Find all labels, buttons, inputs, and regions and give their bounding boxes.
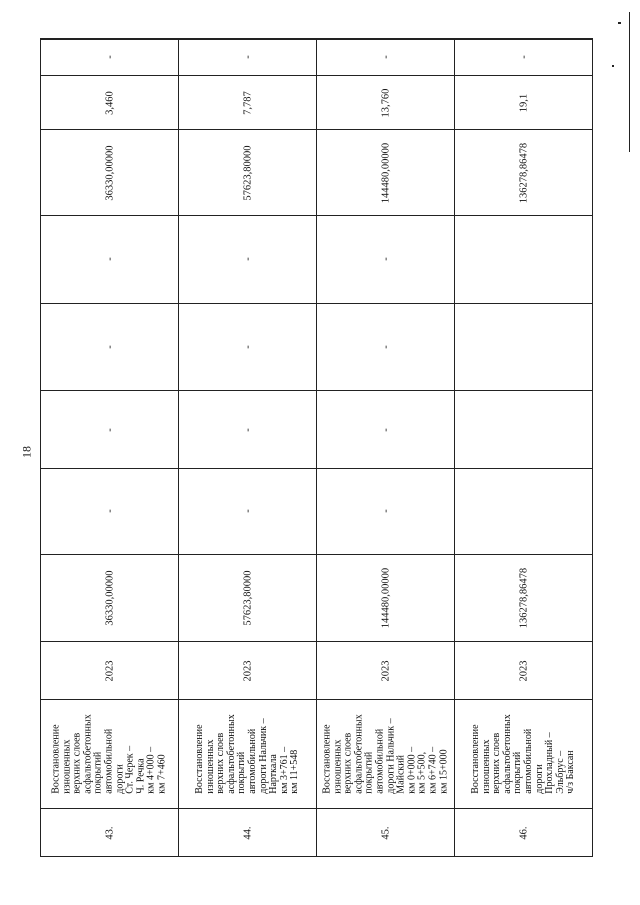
funding-b-cell-text: - <box>242 427 253 432</box>
amount-cell <box>41 130 178 216</box>
description-line: автомобильной <box>522 729 534 795</box>
start-year-cell <box>41 642 178 700</box>
description-line: автомобильной <box>246 729 258 795</box>
funding-c-cell <box>41 304 178 392</box>
amount-cell <box>455 130 592 216</box>
description-line: км 7+460 <box>156 754 168 795</box>
description-line: Прохладный – <box>543 732 555 795</box>
description-cell <box>455 700 592 809</box>
extra-cell-text: - <box>242 55 253 60</box>
total-cost-cell <box>179 555 316 643</box>
description-line: изношенных <box>204 739 216 795</box>
total-cost-cell <box>317 555 454 643</box>
amount-cell <box>317 130 454 216</box>
description-line: автомобильной <box>103 729 115 795</box>
total-cost-cell <box>455 555 592 643</box>
row-number-text: 45. <box>380 826 391 840</box>
page-number: 18 <box>19 446 34 458</box>
amount-cell-text: 57623,80000 <box>242 145 253 201</box>
funding-c-cell <box>317 304 454 392</box>
end-year-cell <box>179 39 316 40</box>
funding-b-cell-text: - <box>104 427 115 432</box>
funding-b-cell-text: - <box>380 427 391 432</box>
end-year-cell <box>41 39 178 40</box>
description-cell <box>179 700 316 809</box>
funding-c-cell <box>179 304 316 392</box>
description-line: изношенных <box>480 739 492 795</box>
funding-d-cell <box>179 216 316 304</box>
funding-a-cell <box>455 469 592 555</box>
description-line: верхних слоев <box>214 733 226 795</box>
funding-b-cell <box>455 391 592 469</box>
funding-c-cell <box>455 304 592 392</box>
description-line: изношенных <box>331 739 343 795</box>
length-km-cell-text: 19,1 <box>518 93 529 112</box>
scan-dot <box>612 65 614 67</box>
total-cost-cell-text: 144480,00000 <box>380 567 391 628</box>
row-number-text: 46. <box>518 826 529 840</box>
description-line: Восстановление <box>193 724 205 795</box>
description-line: асфальтобетонных <box>501 714 513 795</box>
end-year-cell-text <box>242 39 253 40</box>
end-year-cell <box>455 39 592 40</box>
description-line: асфальтобетонных <box>82 714 94 795</box>
funding-d-cell-text: - <box>380 257 391 262</box>
length-km-cell-text: 13,760 <box>380 88 391 118</box>
funding-a-cell <box>41 469 178 555</box>
total-cost-cell-text: 136278,86478 <box>518 567 529 628</box>
length-km-cell-text: 7,787 <box>242 90 253 115</box>
funding-d-cell <box>317 216 454 304</box>
description-line: Восстановление <box>50 724 62 795</box>
description-line: верхних слоев <box>342 733 354 795</box>
extra-cell <box>41 40 178 76</box>
description-line: Ст. Черек – <box>124 746 136 795</box>
description-line: Нарткала <box>267 754 279 795</box>
extra-cell <box>317 40 454 76</box>
description-line: дороги Нальчик – <box>257 718 269 795</box>
amount-cell-text: 136278,86478 <box>518 142 529 203</box>
description-line: км 4+000 – <box>145 747 157 795</box>
description-line: Эльбрус – <box>554 751 566 795</box>
funding-b-cell <box>317 391 454 469</box>
funding-c-cell-text: - <box>104 345 115 349</box>
start-year-cell-text: 2023 <box>104 660 115 682</box>
row-number-text: 44. <box>242 826 253 840</box>
extra-cell-text: - <box>380 55 391 60</box>
length-km-cell-text: 3,460 <box>104 90 115 115</box>
funding-a-cell <box>317 469 454 555</box>
amount-cell-text: 36330,00000 <box>104 145 115 201</box>
description-line: Восстановление <box>320 724 332 795</box>
description-line: верхних слоев <box>71 733 83 795</box>
extra-cell <box>179 40 316 76</box>
description-cell <box>41 700 178 809</box>
description-line: покрытий <box>235 752 247 795</box>
row-number <box>455 809 592 856</box>
description-line: км 3+761 – <box>278 747 290 795</box>
funding-a-cell <box>179 469 316 555</box>
funding-c-cell-text: - <box>380 345 391 349</box>
end-year-cell-text <box>518 39 529 40</box>
start-year-cell-text: 2023 <box>380 660 391 682</box>
description-line: асфальтобетонных <box>225 714 237 795</box>
start-year-cell-text: 2023 <box>518 660 529 682</box>
description-line: автомобильной <box>373 729 385 795</box>
row-number-text: 43. <box>104 826 115 840</box>
description-line: Майский <box>395 755 407 795</box>
funding-b-cell <box>41 391 178 469</box>
description-cell <box>317 700 454 809</box>
length-km-cell <box>41 76 178 130</box>
description-line: покрытий <box>511 752 523 795</box>
start-year-cell <box>455 642 592 700</box>
description-line: дороги <box>113 764 125 795</box>
description-line: дороги Нальчик – <box>384 718 396 795</box>
description-line: покрытий <box>92 752 104 795</box>
extra-cell-text: - <box>104 55 115 60</box>
description-line: изношенных <box>60 739 72 795</box>
description-line: км 11+548 <box>288 750 300 795</box>
amount-cell-text: 144480,00000 <box>380 142 391 203</box>
data-table <box>40 38 593 857</box>
funding-b-cell <box>179 391 316 469</box>
extra-cell <box>455 40 592 76</box>
scan-dot <box>618 22 621 24</box>
end-year-cell <box>317 39 454 40</box>
funding-a-cell-text: - <box>104 509 115 513</box>
description-line: покрытий <box>363 752 375 795</box>
end-year-cell-text <box>380 39 391 40</box>
description-line: асфальтобетонных <box>352 714 364 795</box>
total-cost-cell-text: 57623,80000 <box>242 570 253 626</box>
length-km-cell <box>179 76 316 130</box>
description-line: км 0+000 – <box>405 747 417 795</box>
length-km-cell <box>317 76 454 130</box>
funding-c-cell-text: - <box>242 345 253 349</box>
row-number <box>179 809 316 856</box>
table-row <box>41 39 179 856</box>
description-line: ч/з Баксан <box>564 750 576 795</box>
funding-a-cell-text: - <box>242 509 253 513</box>
row-number <box>317 809 454 856</box>
start-year-cell <box>179 642 316 700</box>
description-line: верхних слоев <box>490 733 502 795</box>
funding-d-cell <box>455 216 592 304</box>
funding-a-cell-text: - <box>380 509 391 513</box>
length-km-cell <box>455 76 592 130</box>
amount-cell <box>179 130 316 216</box>
description-line: км 5+500, <box>416 752 428 795</box>
description-line: км 6+740 – <box>426 747 438 795</box>
total-cost-cell <box>41 555 178 643</box>
edge-line <box>629 12 630 152</box>
description-line: Восстановление <box>469 724 481 795</box>
table-row <box>317 39 455 856</box>
funding-d-cell <box>41 216 178 304</box>
total-cost-cell-text: 36330,00000 <box>104 570 115 626</box>
description-line: Ч. Речка <box>134 758 146 795</box>
funding-d-cell-text: - <box>104 257 115 262</box>
description-line: км 15+000 <box>437 749 449 795</box>
extra-cell-text: - <box>518 55 529 60</box>
end-year-cell-text <box>104 39 115 40</box>
table-row <box>179 39 317 856</box>
start-year-cell-text: 2023 <box>242 660 253 682</box>
funding-d-cell-text: - <box>242 257 253 262</box>
row-number <box>41 809 178 856</box>
description-line: дороги <box>533 764 545 795</box>
table-row <box>455 39 592 856</box>
start-year-cell <box>317 642 454 700</box>
